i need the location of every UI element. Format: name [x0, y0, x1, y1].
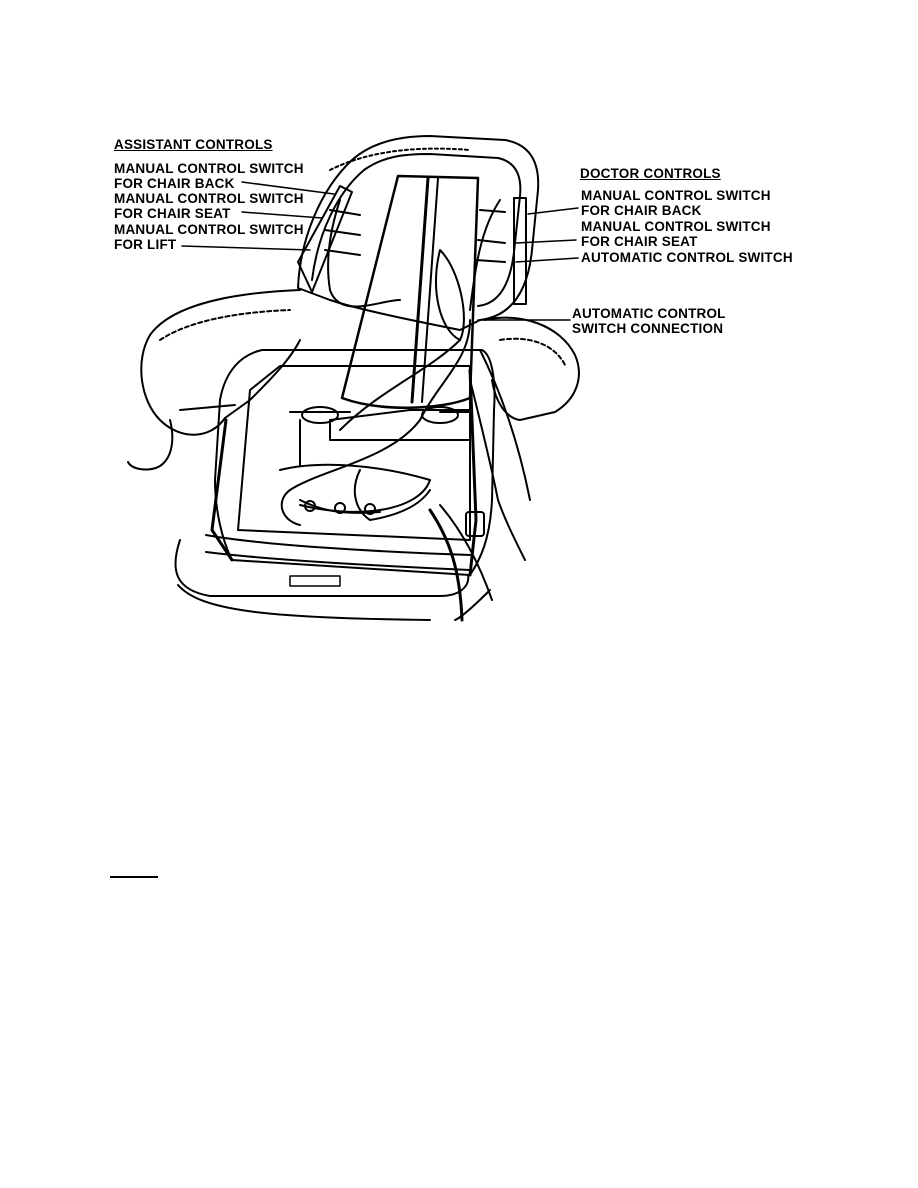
assistant-chair-seat-line1: MANUAL CONTROL SWITCH: [114, 191, 304, 206]
assistant-chair-seat-label: [114, 191, 304, 221]
assistant-lift-line1: MANUAL CONTROL SWITCH: [114, 222, 304, 237]
doctor-chair-back-line2: FOR CHAIR BACK: [581, 203, 702, 218]
automatic-switch-connection-line1: AUTOMATIC CONTROL: [572, 306, 726, 321]
assistant-chair-seat-line2: FOR CHAIR SEAT: [114, 206, 231, 221]
right-armrest: [485, 318, 579, 420]
doctor-controls-header: DOCTOR CONTROLS: [580, 166, 721, 181]
cable-bundle-left: [328, 200, 400, 307]
assistant-chair-back-line1: MANUAL CONTROL SWITCH: [114, 161, 304, 176]
control-housing: [342, 176, 478, 408]
assistant-lift-label: [114, 222, 304, 252]
section-rule: [110, 876, 158, 878]
doctor-chair-back-line1: MANUAL CONTROL SWITCH: [581, 188, 771, 203]
doctor-chair-back-label: [581, 188, 771, 218]
assistant-chair-back-label: [114, 161, 304, 191]
doctor-automatic-switch-label: [581, 250, 793, 265]
assistant-chair-back-line2: FOR CHAIR BACK: [114, 176, 235, 191]
assistant-lift-line2: FOR LIFT: [114, 237, 177, 252]
doctor-automatic-switch-line1: AUTOMATIC CONTROL SWITCH: [581, 250, 793, 265]
assistant-controls-header: ASSISTANT CONTROLS: [114, 137, 273, 152]
doctor-chair-seat-label: [581, 219, 771, 249]
doctor-chair-seat-line1: MANUAL CONTROL SWITCH: [581, 219, 771, 234]
doctor-switch-bar: [514, 198, 526, 304]
doctor-chair-seat-line2: FOR CHAIR SEAT: [581, 234, 698, 249]
automatic-switch-connection-label: [572, 306, 726, 336]
automatic-switch-connection-line2: SWITCH CONNECTION: [572, 321, 724, 336]
